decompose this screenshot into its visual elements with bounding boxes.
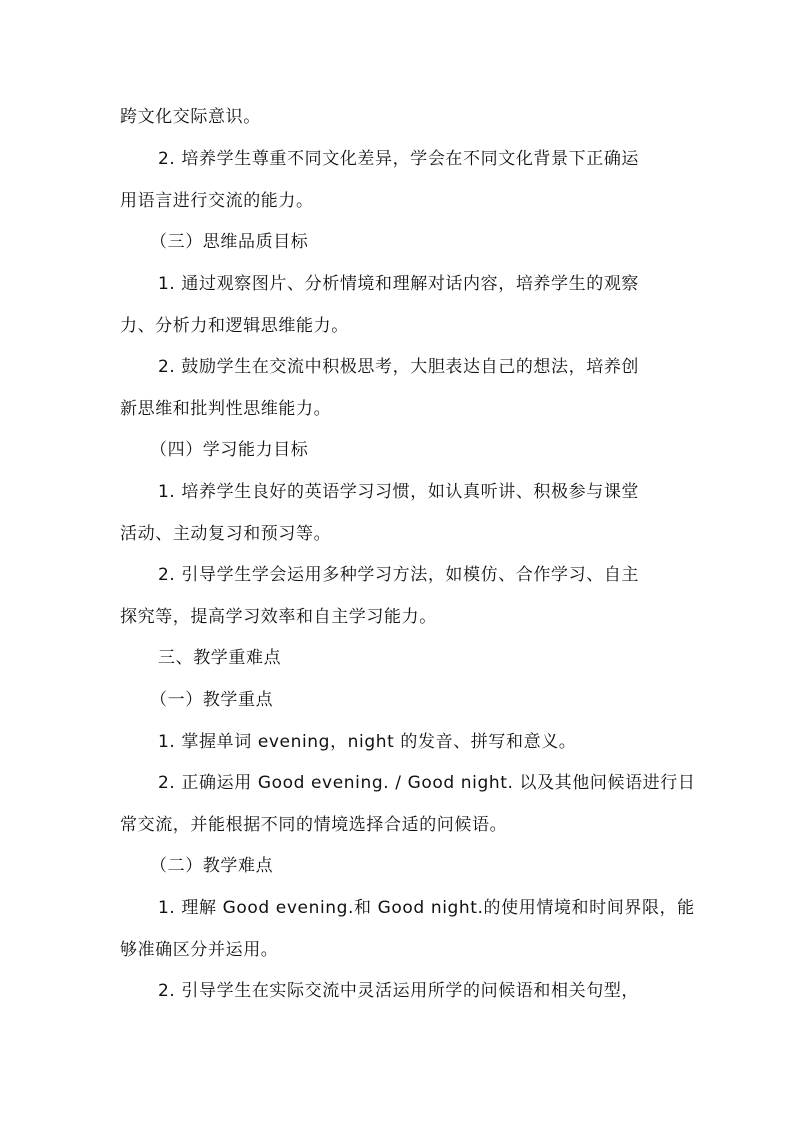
- list-item: 1. 培养学生良好的英语学习习惯，如认真听讲、积极参与课堂: [158, 482, 640, 502]
- text-line: 力、分析力和逻辑思维能力。: [120, 316, 349, 336]
- subsection-heading: （一）教学重点: [150, 690, 274, 710]
- subsection-heading: （二）教学难点: [150, 856, 274, 876]
- text-line: 新思维和批判性思维能力。: [120, 399, 332, 419]
- list-item: 1. 理解 Good evening.和 Good night.的使用情境和时间界限，能: [158, 898, 695, 918]
- section-heading: 三、教学重难点: [158, 648, 282, 668]
- section-heading: （四）学习能力目标: [150, 440, 309, 460]
- list-item: 2. 引导学生学会运用多种学习方法，如模仿、合作学习、自主: [158, 565, 640, 585]
- text-line: 用语言进行交流的能力。: [120, 191, 314, 211]
- section-heading: （三）思维品质目标: [150, 232, 309, 252]
- text-line: 常交流，并能根据不同的情境选择合适的问候语。: [120, 815, 508, 835]
- text-line: 探究等，提高学习效率和自主学习能力。: [120, 607, 437, 627]
- list-item: 2. 鼓励学生在交流中积极思考，大胆表达自己的想法，培养创: [158, 357, 640, 377]
- list-item: 1. 掌握单词 evening，night 的发音、拼写和意义。: [158, 732, 577, 752]
- list-item: 2. 正确运用 Good evening. / Good night. 以及其他问候语进行日: [158, 773, 696, 793]
- list-item: 1. 通过观察图片、分析情境和理解对话内容，培养学生的观察: [158, 274, 640, 294]
- text-line: 活动、主动复习和预习等。: [120, 524, 332, 544]
- list-item: 2. 培养学生尊重不同文化差异，学会在不同文化背景下正确运: [158, 149, 640, 169]
- list-item: 2. 引导学生在实际交流中灵活运用所学的问候语和相关句型，: [158, 981, 640, 1001]
- text-line: 够准确区分并运用。: [120, 940, 279, 960]
- text-line: 跨文化交际意识。: [120, 107, 261, 127]
